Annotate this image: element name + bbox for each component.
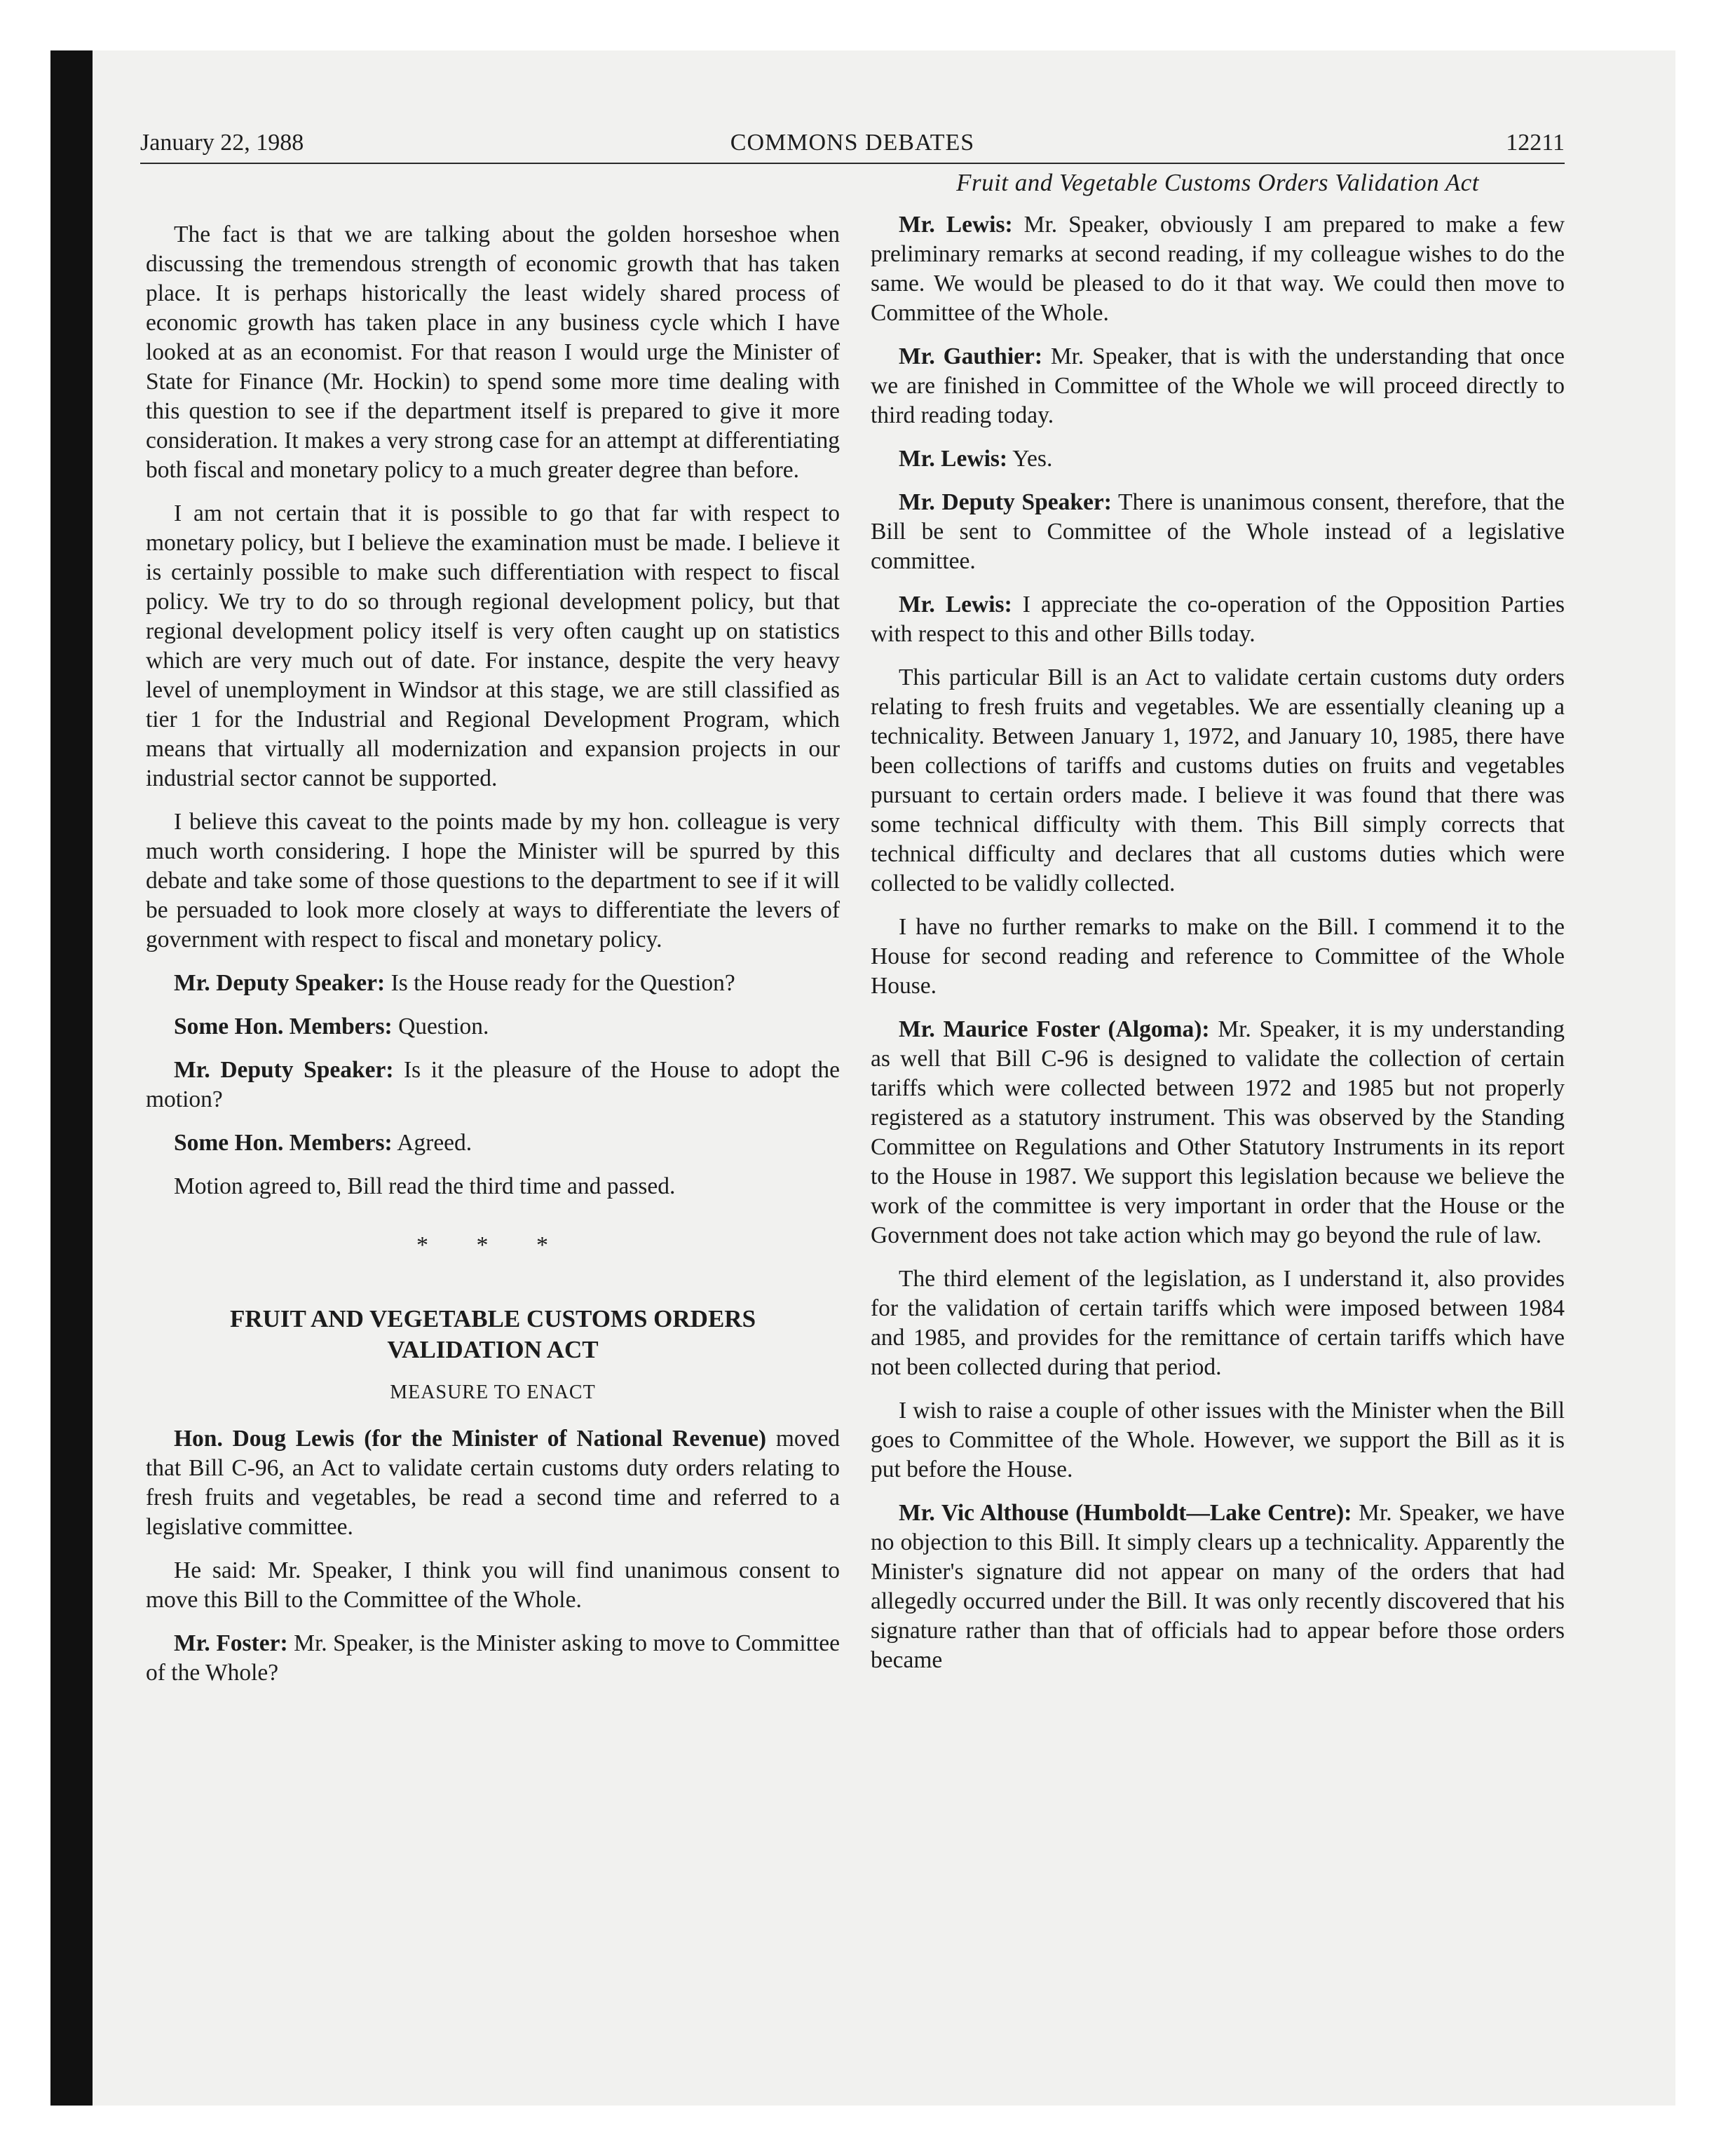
paragraph: I am not certain that it is possible to go that far with respect to monetary policy, but I believe the examination must be made. I believe it is certainly possible to make such differentiation with respect to fiscal policy. We try to do so through regional development policy, but that regional development policy itself is very often caught up on statistics which are very much out of date. For instance, despite the very heavy level of unemployment in Windsor at this stage, we are still classified as tier 1 for the Industrial and Regional Development Program, which means that virtually all modernization and expansion projects in our industrial sector cannot be supported. (146, 500, 840, 791)
section-separator: * * * (416, 1232, 569, 1258)
speech (146, 1128, 840, 1158)
speech-text: There is unanimous consent, therefore, that the Bill be sent to Committee of the Whole instead of a legislative committee. (871, 489, 1565, 574)
speech (871, 590, 1565, 649)
sub-heading: MEASURE TO ENACT (390, 1381, 596, 1403)
right-column (871, 168, 1565, 1689)
speech (871, 488, 1565, 576)
speaker-name: Mr. Deputy Speaker: (174, 970, 386, 996)
speech (146, 1424, 840, 1542)
speaker-name: Mr. Deputy Speaker: (899, 489, 1112, 515)
speech (146, 969, 840, 998)
scan-edge-bar (50, 50, 93, 2106)
left-column (146, 220, 840, 1702)
paragraph: I wish to raise a couple of other issues with the Minister when the Bill goes to Committee of the Whole. However, we support the Bill as it is put before the House. (871, 1398, 1565, 1482)
paragraph: This particular Bill is an Act to validate certain customs duty orders relating to fresh fruits and vegetables. We are essentially cleaning up a technicality. Between January 1, 1972, and January 10, 1985, there have been collections of tariffs and customs duties on fruits and vegetables pursuant to certain orders made. I believe it was found that there was some technical difficulty with them. This Bill simply corrects that technical difficulty and declares that all customs duties which were collected to be validly collected. (871, 664, 1565, 896)
speaker-name: Mr. Lewis: (899, 592, 1012, 618)
speech-text: Mr. Speaker, that is with the understanding that once we are finished in Committee of the Whole we will proceed directly to third reading today. (871, 343, 1565, 428)
speech-text: Mr. Speaker, obviously I am prepared to make a few preliminary remarks at second reading, if my colleague wishes to do the same. We would be pleased to do it that way. We could then move to Committee of the Whole. (871, 212, 1565, 326)
paragraph: He said: Mr. Speaker, I think you will find unanimous consent to move this Bill to the Committee of the Whole. (146, 1557, 840, 1613)
paragraph: I have no further remarks to make on the Bill. I commend it to the House for second reading and reference to Committee of the Whole House. (871, 914, 1565, 999)
speech (146, 1056, 840, 1114)
speech (871, 342, 1565, 430)
speech-text: Mr. Speaker, it is my understanding as well that Bill C-96 is designed to validate the collection of certain tariffs which were collected between 1972 and 1985 but not properly registered as a statutory instrument. This was observed by the Standing Committee on Regulations and Other Statutory Instruments in its report to the House in 1987. We support this legislation because we believe the work of the committee is very important in order that the House or the Government does not take action which may go beyond the rule of law. (871, 1016, 1565, 1248)
act-heading (146, 1304, 840, 1365)
paragraph: I believe this caveat to the points made by my hon. colleague is very much worth considering. I hope the Minister will be spurred by this debate and take some of those questions to the department to see if it will be persuaded to look more closely at ways to differentiate the levers of government with respect to fiscal and monetary policy. (146, 809, 840, 953)
speech-text: I appreciate the co-operation of the Opposition Parties with respect to this and other Bills today. (871, 592, 1565, 647)
speaker-name: Some Hon. Members: (174, 1014, 393, 1039)
motion-result: Motion agreed to, Bill read the third time and passed. (174, 1173, 676, 1199)
speaker-name: Some Hon. Members: (174, 1130, 393, 1156)
speech-text: Is it the pleasure of the House to adopt the motion? (146, 1057, 840, 1112)
speech-text: Agreed. (392, 1130, 472, 1156)
speech (871, 210, 1565, 328)
speaker-name: Mr. Deputy Speaker: (174, 1057, 394, 1083)
paragraph: The third element of the legislation, as I understand it, also provides for the validation of certain tariffs which were imposed between 1984 and 1985, and provides for the remittance of certain tariffs which have not been collected during that period. (871, 1266, 1565, 1380)
speaker-name: Mr. Maurice Foster (Algoma): (899, 1016, 1210, 1042)
speaker-name: Mr. Foster: (174, 1630, 288, 1656)
speech-text: Yes. (1007, 446, 1053, 472)
header-date: January 22, 1988 (140, 130, 304, 156)
speech-text: Mr. Speaker, we have no objection to this Bill. It simply clears up a technicality. Apparently the Minister's signature did not appear on many of the orders that had allegedly occurred under the Bill. It was only recently discovered that his signature rather than that of officials had to appear before those orders became (871, 1500, 1565, 1673)
speech-text: Is the House ready for the Question? (385, 970, 735, 996)
running-header (140, 123, 1565, 164)
header-title: COMMONS DEBATES (730, 130, 975, 156)
act-heading-line: FRUIT AND VEGETABLE CUSTOMS ORDERS (229, 1305, 756, 1332)
speaker-name: Hon. Doug Lewis (for the Minister of National Revenue) (174, 1426, 767, 1452)
page-number: 12211 (1506, 130, 1565, 156)
speech-text: moved that Bill C-96, an Act to validate certain customs duty orders relating to fresh fruits and vegetables, be read a second time and referred to a legislative committee. (146, 1426, 840, 1540)
speech (871, 1015, 1565, 1250)
speech (871, 1499, 1565, 1675)
speech (871, 444, 1565, 474)
act-heading-line: VALIDATION ACT (387, 1336, 599, 1363)
speech (146, 1012, 840, 1042)
speaker-name: Mr. Vic Althouse (Humboldt—Lake Centre): (899, 1500, 1352, 1526)
section-title: Fruit and Vegetable Customs Orders Validation Act (956, 169, 1479, 196)
paragraph: The fact is that we are talking about the golden horseshoe when discussing the tremendous strength of economic growth that has taken place. It is perhaps historically the least widely shared process of economic growth has taken place in any business cycle which I have looked at as an economist. For that reason I would urge the Minister of State for Finance (Mr. Hockin) to spend some more time dealing with this question to see if the department itself is prepared to give it more consideration. It makes a very strong case for an attempt at differentiating both fiscal and monetary policy to a much greater degree than before. (146, 221, 840, 483)
speaker-name: Mr. Lewis: (899, 446, 1008, 472)
speaker-name: Mr. Lewis: (899, 212, 1013, 238)
speech-text: Question. (392, 1014, 489, 1039)
speaker-name: Mr. Gauthier: (899, 343, 1043, 369)
speech (146, 1629, 840, 1688)
speech-text: Mr. Speaker, is the Minister asking to move to Committee of the Whole? (146, 1630, 840, 1686)
